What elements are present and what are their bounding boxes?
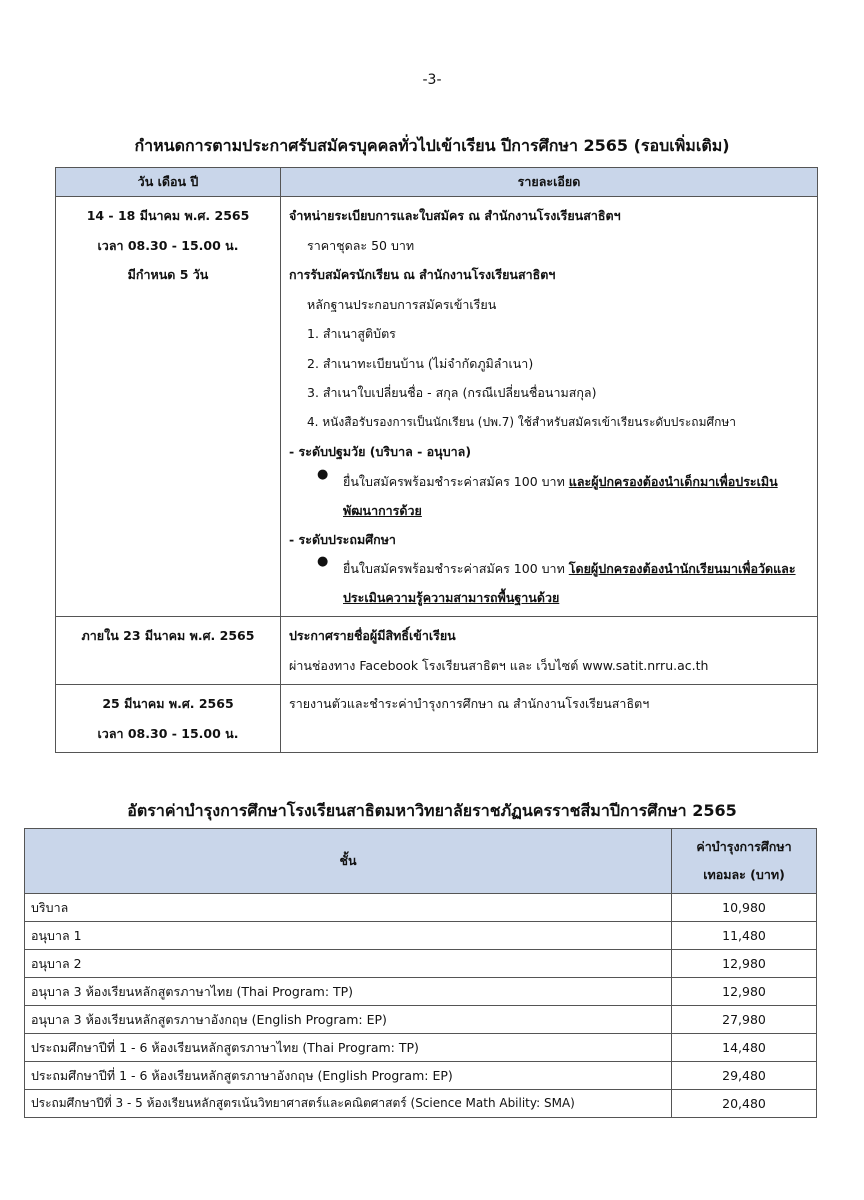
level-cell: อนุบาล 2 bbox=[25, 950, 672, 978]
table-row bbox=[25, 922, 817, 950]
table-row bbox=[25, 894, 817, 922]
fee-header-line: ค่าบำรุงการศึกษา bbox=[696, 839, 792, 854]
early-childhood-heading: - ระดับปฐมวัย (บริบาล - อนุบาล) bbox=[289, 444, 472, 459]
bullet-emphasis-text: และผู้ปกครองต้องนำเด็กมาเพื่อประเมินพัฒนาการด้วย bbox=[343, 473, 778, 518]
fee-cell: 12,980 bbox=[672, 978, 817, 1006]
time-range: เวลา 08.30 - 15.00 น. bbox=[97, 237, 239, 253]
level-cell: ประถมศึกษาปีที่ 1 - 6 ห้องเรียนหลักสูตรภาษาอังกฤษ (English Program: EP) bbox=[25, 1062, 672, 1090]
bullet-plain-text: ยื่นใบสมัครพร้อมชำระค่าสมัคร 100 บาท bbox=[343, 473, 569, 489]
docs-heading: หลักฐานประกอบการสมัครเข้าเรียน bbox=[307, 296, 497, 312]
table-row bbox=[25, 1034, 817, 1062]
level-column-header: ชั้น bbox=[25, 829, 672, 894]
schedule-title: กำหนดการตามประกาศรับสมัครบุคคลทั่วไปเข้าเรียน ปีการศึกษา 2565 (รอบเพิ่มเติม) bbox=[134, 136, 730, 155]
fees-table bbox=[24, 828, 817, 1118]
fees-header-row bbox=[25, 829, 817, 894]
level-cell: อนุบาล 3 ห้องเรียนหลักสูตรภาษาไทย (Thai Program: TP) bbox=[25, 978, 672, 1006]
early-childhood-bullet bbox=[289, 467, 809, 525]
schedule-detail-cell bbox=[281, 685, 818, 753]
primary-heading: - ระดับประถมศึกษา bbox=[289, 531, 396, 547]
doc-item: 1. สำเนาสูติบัตร bbox=[307, 326, 396, 341]
page-number: -3- bbox=[422, 72, 442, 88]
schedule-row-report bbox=[56, 685, 818, 753]
bullet-text bbox=[343, 554, 809, 612]
report-date: 25 มีนาคม พ.ศ. 2565 bbox=[102, 696, 234, 711]
schedule-detail-cell bbox=[281, 617, 818, 685]
fee-cell: 29,480 bbox=[672, 1062, 817, 1090]
bullet-icon: ● bbox=[317, 554, 329, 569]
fee-column-header bbox=[672, 829, 817, 894]
fee-cell: 14,480 bbox=[672, 1034, 817, 1062]
bullet-text bbox=[343, 467, 809, 525]
doc-item: 4. หนังสือรับรองการเป็นนักเรียน (ปพ.7) ใช้สำหรับสมัครเข้าเรียนระดับประถมศึกษา bbox=[307, 414, 737, 429]
table-row bbox=[25, 1090, 817, 1118]
level-cell: อนุบาล 3 ห้องเรียนหลักสูตรภาษาอังกฤษ (English Program: EP) bbox=[25, 1006, 672, 1034]
fee-cell: 12,980 bbox=[672, 950, 817, 978]
level-cell: อนุบาล 1 bbox=[25, 922, 672, 950]
report-time: เวลา 08.30 - 15.00 น. bbox=[97, 725, 239, 741]
bullet-icon: ● bbox=[317, 466, 329, 482]
sale-price: ราคาชุดละ 50 บาท bbox=[307, 237, 415, 253]
date-range: 14 - 18 มีนาคม พ.ศ. 2565 bbox=[86, 208, 250, 223]
fee-cell: 27,980 bbox=[672, 1006, 817, 1034]
table-row bbox=[25, 950, 817, 978]
bullet-emphasis-text: โดยผู้ปกครองต้องนำนักเรียนมาเพื่อวัดและประเมินความรู้ความสามารถพื้นฐานด้วย bbox=[343, 561, 796, 605]
schedule-date-cell bbox=[56, 617, 281, 685]
primary-bullet bbox=[289, 554, 809, 612]
level-cell: ประถมศึกษาปีที่ 3 - 5 ห้องเรียนหลักสูตรเน้นวิทยาศาสตร์และคณิตศาสตร์ (Science Math Ability: SMA) bbox=[25, 1090, 672, 1118]
schedule-row-announcement bbox=[56, 617, 818, 685]
announcement-heading: ประกาศรายชื่อผู้มีสิทธิ์เข้าเรียน bbox=[289, 628, 456, 643]
schedule-date-cell bbox=[56, 685, 281, 753]
announcement-channel: ผ่านช่องทาง Facebook โรงเรียนสาธิตฯ และ เว็บไซต์ www.satit.nrru.ac.th bbox=[289, 657, 709, 673]
table-row bbox=[25, 1006, 817, 1034]
schedule-header-row bbox=[56, 168, 818, 197]
doc-item: 3. สำเนาใบเปลี่ยนชื่อ - สกุล (กรณีเปลี่ยนชื่อนามสกุล) bbox=[307, 385, 597, 400]
table-row bbox=[25, 1062, 817, 1090]
schedule-date-cell bbox=[56, 197, 281, 617]
doc-item: 2. สำเนาทะเบียนบ้าน (ไม่จำกัดภูมิลำเนา) bbox=[307, 355, 534, 371]
fees-title: อัตราค่าบำรุงการศึกษาโรงเรียนสาธิตมหาวิทยาลัยราชภัฏนครราชสีมาปีการศึกษา 2565 bbox=[127, 801, 737, 820]
fee-cell: 10,980 bbox=[672, 894, 817, 922]
bullet-plain-text: ยื่นใบสมัครพร้อมชำระค่าสมัคร 100 บาท bbox=[343, 561, 569, 576]
fee-cell: 20,480 bbox=[672, 1090, 817, 1118]
report-detail: รายงานตัวและชำระค่าบำรุงการศึกษา ณ สำนักงานโรงเรียนสาธิตฯ bbox=[289, 696, 650, 711]
sale-heading: จำหน่ายระเบียบการและใบสมัคร ณ สำนักงานโรงเรียนสาธิตฯ bbox=[289, 208, 621, 223]
detail-column-header: รายละเอียด bbox=[281, 168, 818, 197]
schedule-detail-cell bbox=[281, 197, 818, 617]
apply-heading: การรับสมัครนักเรียน ณ สำนักงานโรงเรียนสาธิตฯ bbox=[289, 267, 556, 282]
schedule-row-application bbox=[56, 197, 818, 617]
date-column-header: วัน เดือน ปี bbox=[56, 168, 281, 197]
fee-header-line: เทอมละ (บาท) bbox=[703, 867, 785, 882]
duration: มีกำหนด 5 วัน bbox=[127, 267, 209, 282]
level-cell: บริบาล bbox=[25, 894, 672, 922]
level-cell: ประถมศึกษาปีที่ 1 - 6 ห้องเรียนหลักสูตรภาษาไทย (Thai Program: TP) bbox=[25, 1034, 672, 1062]
announcement-date: ภายใน 23 มีนาคม พ.ศ. 2565 bbox=[81, 628, 255, 643]
schedule-table bbox=[55, 167, 818, 753]
fee-cell: 11,480 bbox=[672, 922, 817, 950]
table-row bbox=[25, 978, 817, 1006]
